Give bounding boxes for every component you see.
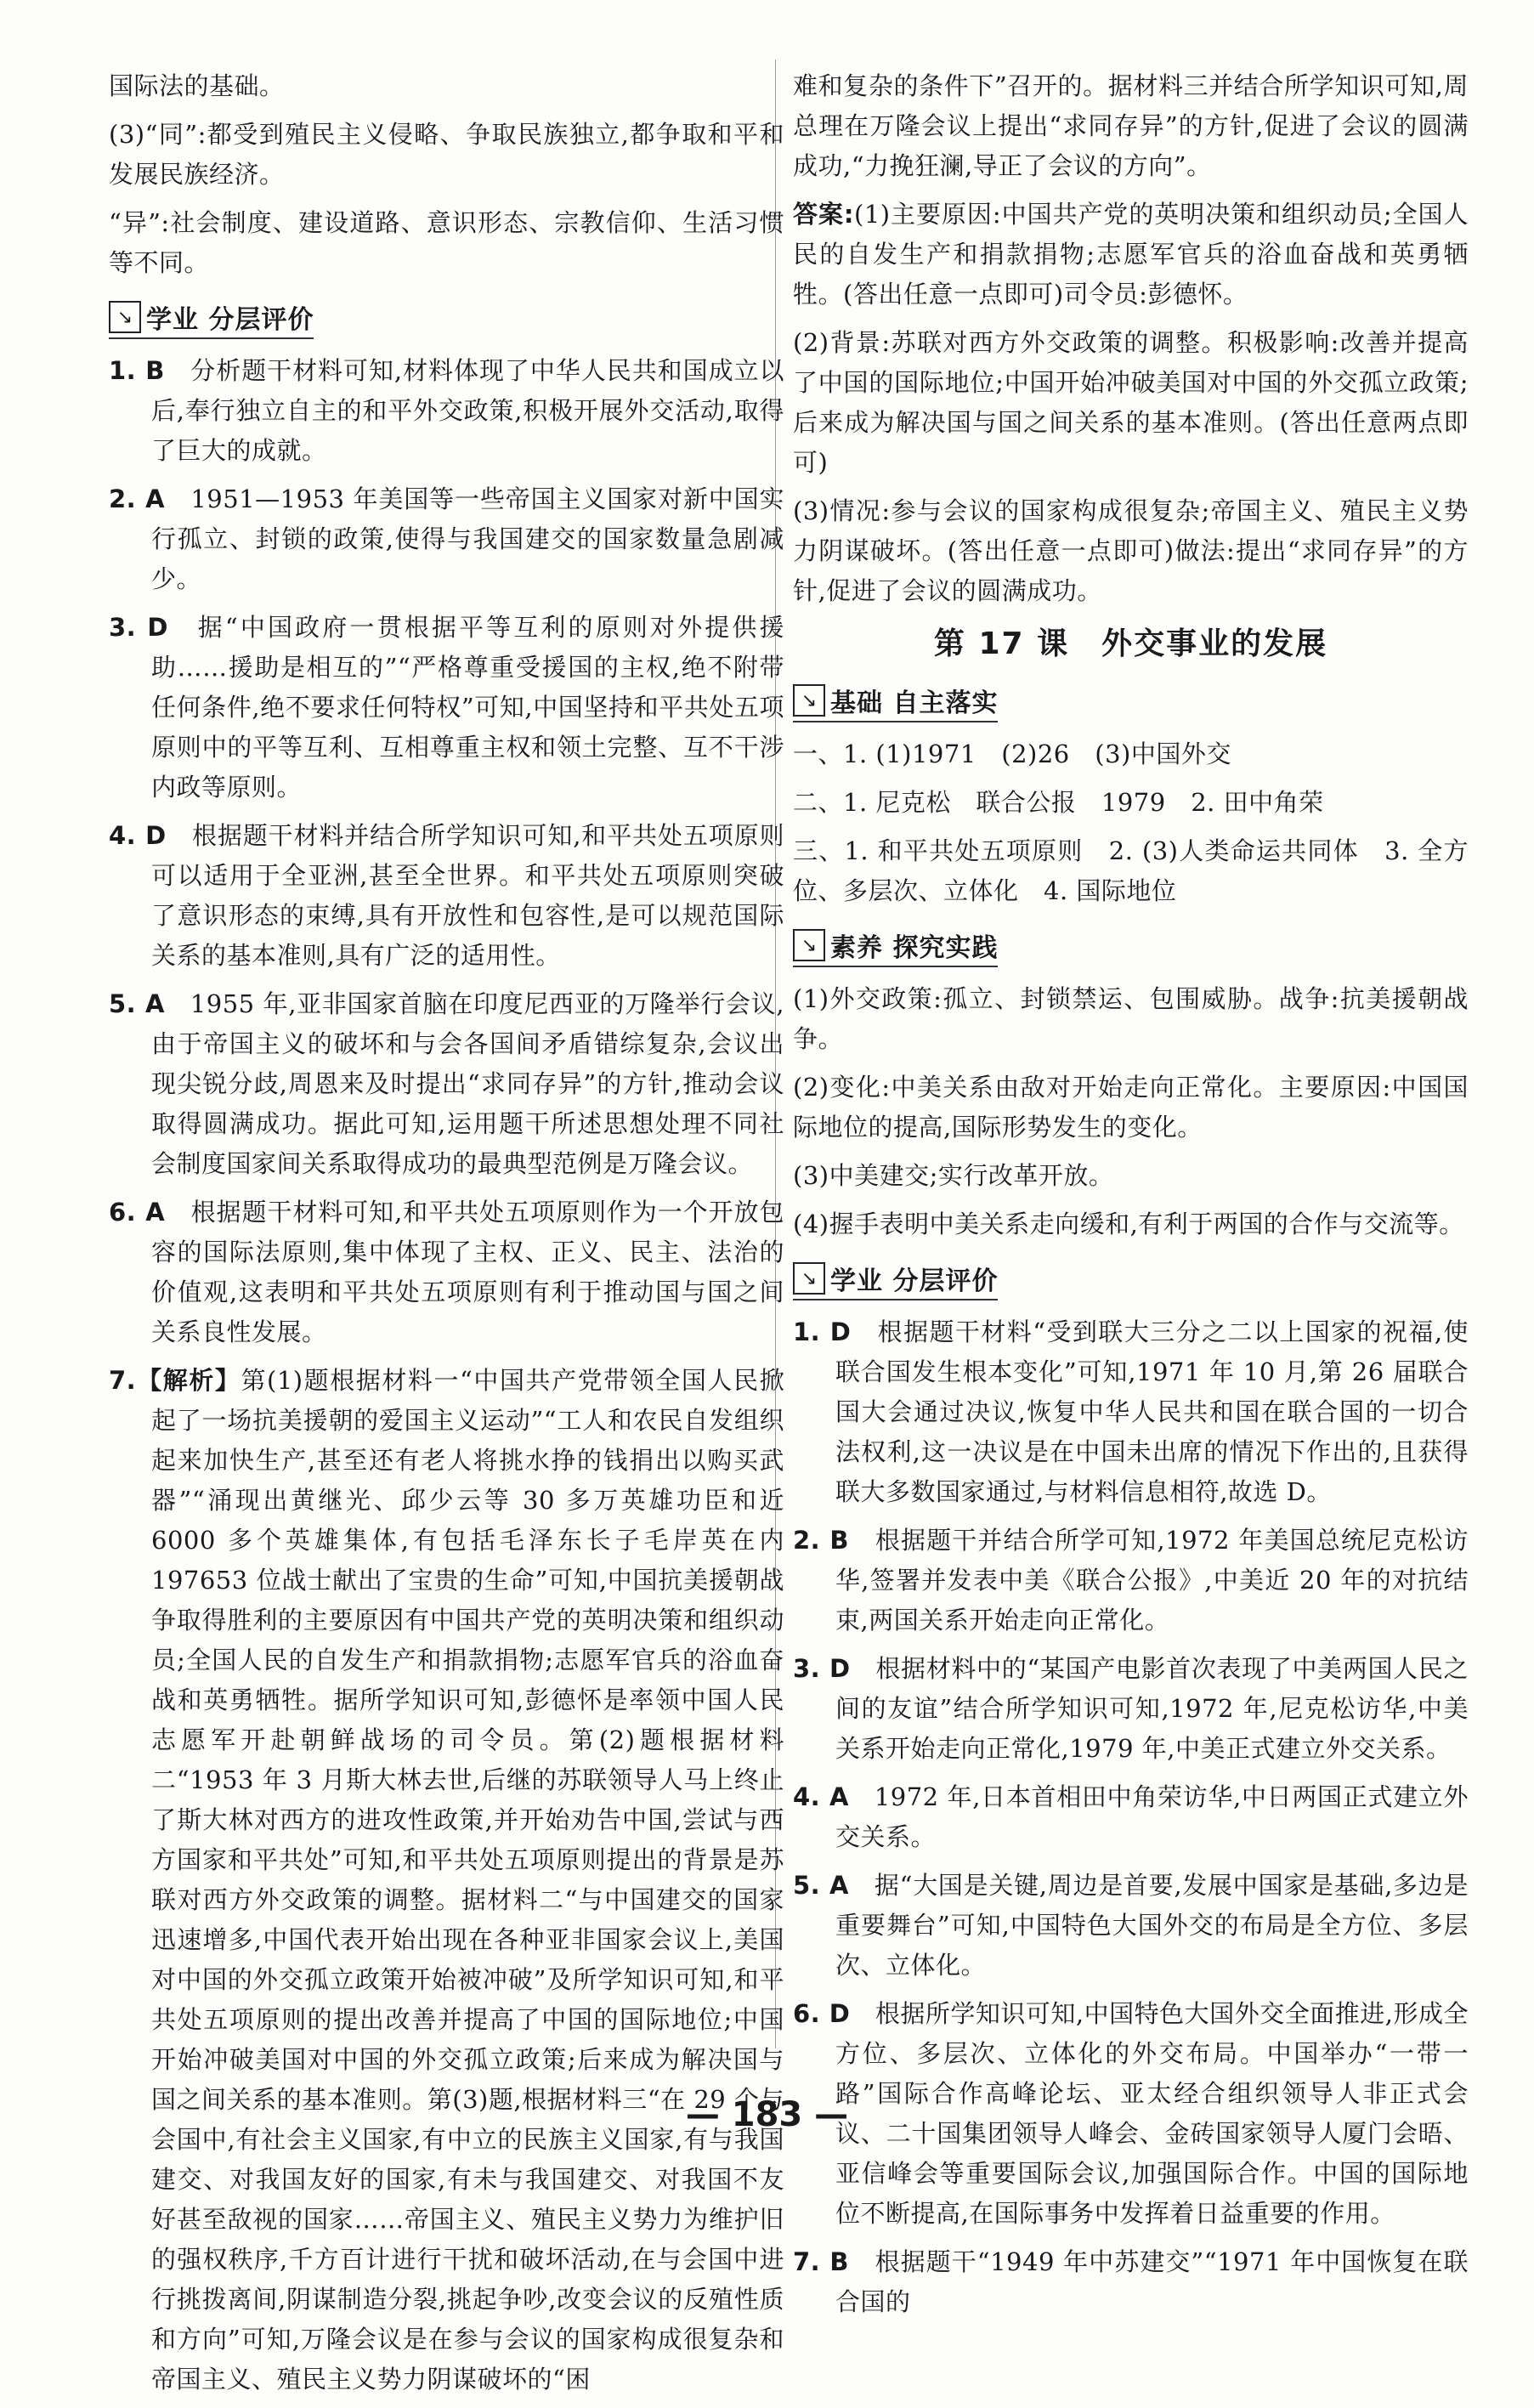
paragraph: 二、1. 尼克松 联合公报 1979 2. 田中角荣	[793, 788, 1324, 817]
section-header	[109, 298, 314, 339]
section-title: 学业 分层评价	[146, 305, 314, 335]
paragraph: 三、1. 和平共处五项原则 2. (3)人类命运共同体 3. 全方位、多层次、立体化 4. 国际地位	[793, 836, 1469, 905]
item-number: 7. B	[793, 2247, 849, 2276]
paragraph: 难和复杂的条件下”召开的。据材料三并结合所学知识可知,周总理在万隆会议上提出“求同存异”的方针,促进了会议的圆满成功,“力挽狂澜,导正了会议的方向”。	[793, 71, 1469, 180]
item-number: 4. A	[793, 1782, 849, 1811]
item-text: 据“大国是关键,周边是首要,发展中国家是基础,多边是重要舞台”可知,中国特色大国外交的布局是全方位、多层次、立体化。	[835, 1871, 1469, 1980]
item-number: 5. A	[793, 1871, 849, 1900]
right-column	[793, 66, 1469, 2331]
arrow-icon: ↘	[109, 301, 141, 333]
paragraph: (2)变化:中美关系由敌对开始走向正常化。主要原因:中国国际地位的提高,国际形势发生的变化。	[793, 1073, 1469, 1142]
item-number: 1. B	[109, 356, 165, 385]
paragraph: 一、1. (1)1971 (2)26 (3)中国外交	[793, 739, 1231, 768]
arrow-icon: ↘	[793, 929, 825, 961]
item-text: 根据题干“1949 年中苏建交”“1971 年中国恢复在联合国的	[835, 2247, 1469, 2316]
item-text: 1955 年,亚非国家首脑在印度尼西亚的万隆举行会议,由于帝国主义的破坏和与会各国间矛盾错综复杂,会议出现尖锐分歧,周恩来及时提出“求同存异”的方针,推动会议取得圆满成功。据此可知,运用题干所述思想处理不同社会制度国家间关系取得成功的最典型范例是万隆会议。	[151, 989, 784, 1178]
item-number: 3. D	[793, 1654, 851, 1683]
answer-item	[793, 1866, 1469, 1986]
arrow-icon: ↘	[793, 1262, 825, 1295]
answer-text: (1)主要原因:中国共产党的英明决策和组织动员;全国人民的自发生产和捐款捐物;志愿军官兵的浴血奋战和英勇牺牲。(答出任意一点即可)司令员:彭德怀。	[793, 200, 1469, 309]
item-text: 根据所学知识可知,中国特色大国外交全面推进,形成全方位、多层次、立体化的外交布局。中国举办“一带一路”国际合作高峰论坛、亚太经合组织领导人非正式会议、二十国集团领导人峰会、金砖国家领导人厦门会晤、亚信峰会等重要国际会议,加强国际合作。中国的国际地位不断提高,在国际事务中发挥着日益重要的作用。	[835, 1999, 1469, 2228]
item-number: 3. D	[109, 613, 168, 642]
item-number: 2. B	[793, 1526, 850, 1555]
answer-item	[793, 1312, 1469, 1512]
answer-item	[109, 479, 784, 599]
paragraph: (1)外交政策:孤立、封锁禁运、包围威胁。战争:抗美援朝战争。	[793, 984, 1469, 1053]
page-number: — 183 —	[685, 2095, 849, 2134]
paragraph: “异”:社会制度、建设道路、意识形态、宗教信仰、生活习惯等不同。	[109, 208, 784, 277]
item-text: 根据题干材料并结合所学知识可知,和平共处五项原则可以适用于全亚洲,甚至全世界。和平共处五项原则突破了意识形态的束缚,具有开放性和包容性,是可以规范国际关系的基本准则,具有广泛的适用性。	[151, 821, 784, 970]
item-number: 5. A	[109, 989, 165, 1018]
section-header	[793, 1260, 998, 1300]
item-number: 6. D	[793, 1999, 851, 2028]
answer-item	[109, 816, 784, 976]
item-text: 分析题干材料可知,材料体现了中华人民共和国成立以后,奉行独立自主的和平外交政策,积极开展外交活动,取得了巨大的成就。	[151, 356, 784, 465]
lesson-title: 第 17 课 外交事业的发展	[933, 626, 1328, 661]
section-title: 素养 探究实践	[830, 933, 999, 963]
item-text: 根据材料中的“某国产电影首次表现了中美两国人民之间的友谊”结合所学知识可知,1972 年,尼克松访华,中美关系开始走向正常化,1979 年,中美正式建立外交关系。	[835, 1654, 1469, 1763]
arrow-icon: ↘	[793, 684, 825, 717]
item-text: 1972 年,日本首相田中角荣访华,中日两国正式建立外交关系。	[835, 1782, 1469, 1851]
section-title: 学业 分层评价	[830, 1266, 999, 1296]
item-number: 1. D	[793, 1317, 852, 1346]
item-text: 根据题干材料可知,和平共处五项原则作为一个开放包容的国际法原则,集中体现了主权、正义、民主、法治的价值观,这表明和平共处五项原则有利于推动国与国之间关系良性发展。	[151, 1198, 784, 1346]
item-text: 据“中国政府一贯根据平等互利的原则对外提供援助……援助是相互的”“严格尊重受援国的主权,绝不附带任何条件,绝不要求任何特权”可知,中国坚持和平共处五项原则中的平等互利、互相尊重主权和领土完整、互不干涉内政等原则。	[151, 613, 784, 802]
paragraph: (3)中美建交;实行改革开放。	[793, 1161, 1114, 1190]
answer-item	[793, 1521, 1469, 1640]
answer-item	[793, 1777, 1469, 1857]
item-text: 1951—1953 年美国等一些帝国主义国家对新中国实行孤立、封锁的政策,使得与我国建交的国家数量急剧减少。	[151, 484, 784, 593]
answer-item	[109, 1193, 784, 1352]
item-number: 6. A	[109, 1198, 166, 1227]
item-text: 第(1)题根据材料一“中国共产党带领全国人民掀起了一场抗美援朝的爱国主义运动”“工人和农民自发组织起来加快生产,甚至还有老人将挑水挣的钱捐出以购买武器”“涌现出黄继光、邱少云等 30 多万英雄功臣和近 6000 多个英雄集体,有包括毛泽东长子毛岸英在内 197653 位战士献出了宝贵的生命”可知,中国抗美援朝战争取得胜利的主要原因有中国共产党的英明决策和组织动员;全国人民的自发生产和捐款捐物;志愿军官兵的浴血奋战和英勇牺牲。据所学知识可知,彭德怀是率领中国人民志愿军开赴朝鲜战场的司令员。第(2)题根据材料二“1953 年 3 月斯大林去世,后继的苏联领导人马上终止了斯大林对西方的进攻性政策,并开始劝告中国,尝试与西方国家和平共处”可知,和平共处五项原则提出的背景是苏联对西方外交政策的调整。据材料二“与中国建交的国家迅速增多,中国代表开始出现在各种亚非国家会议上,美国对中国的外交孤立政策开始被冲破”及所学知识可知,和平共处五项原则的提出改善并提高了中国的国际地位;中国开始冲破美国对中国的外交孤立政策;后来成为解决国与国之间关系的基本准则。第(3)题,根据材料三“在 29 个与会国中,有社会主义国家,有中立的民族主义国家,有与我国建交、对我国友好的国家,有未与我国建交、对我国不友好甚至敌视的国家……帝国主义、殖民主义势力为维护旧的强权秩序,千方百计进行干扰和破坏活动,在与会国中进行挑拨离间,阴谋制造分裂,挑起争吵,改变会议的反殖性质和方向”可知,万隆会议是在参与会议的国家构成很复杂和帝国主义、殖民主义势力阴谋破坏的“困	[151, 1366, 785, 2394]
answer-block	[793, 195, 1469, 314]
answer-label: 答案:	[793, 200, 855, 229]
paragraph: (2)背景:苏联对西方外交政策的调整。积极影响:改善并提高了中国的国际地位;中国开始冲破美国对中国的外交孤立政策;后来成为解决国与国之间关系的基本准则。(答出任意两点即可)	[793, 328, 1469, 477]
paragraph: 国际法的基础。	[109, 71, 285, 100]
item-number: 7.【解析】	[109, 1366, 241, 1395]
item-text: 根据题干材料“受到联大三分之二以上国家的祝福,使联合国发生根本变化”可知,1971 年 10 月,第 26 届联合国大会通过决议,恢复中华人民共和国在联合国的一切合法权利,这一决议是在中国未出席的情况下作出的,且获得联大多数国家通过,与材料信息相符,故选 D。	[835, 1317, 1469, 1506]
paragraph: (3)“同”:都受到殖民主义侵略、争取民族独立,都争取和平和发展民族经济。	[109, 120, 784, 189]
left-column	[109, 66, 784, 2408]
answer-item	[793, 2242, 1469, 2322]
section-title: 基础 自主落实	[830, 688, 999, 718]
paragraph: (3)情况:参与会议的国家构成很复杂;帝国主义、殖民主义势力阴谋破坏。(答出任意一点即可)做法:提出“求同存异”的方针,促进了会议的圆满成功。	[793, 496, 1469, 605]
answer-item	[109, 984, 784, 1184]
item-number: 4. D	[109, 821, 167, 850]
section-header	[793, 926, 998, 967]
item-text: 根据题干并结合所学可知,1972 年美国总统尼克松访华,签署并发表中美《联合公报》,中美近 20 年的对抗结束,两国关系开始走向正常化。	[835, 1526, 1469, 1635]
answer-item	[793, 1649, 1469, 1769]
paragraph: (4)握手表明中美关系走向缓和,有利于两国的合作与交流等。	[793, 1210, 1464, 1238]
answer-item	[109, 608, 784, 807]
answer-item	[109, 1361, 784, 2400]
section-header	[793, 682, 998, 722]
item-number: 2. A	[109, 484, 166, 513]
answer-item	[109, 351, 784, 471]
